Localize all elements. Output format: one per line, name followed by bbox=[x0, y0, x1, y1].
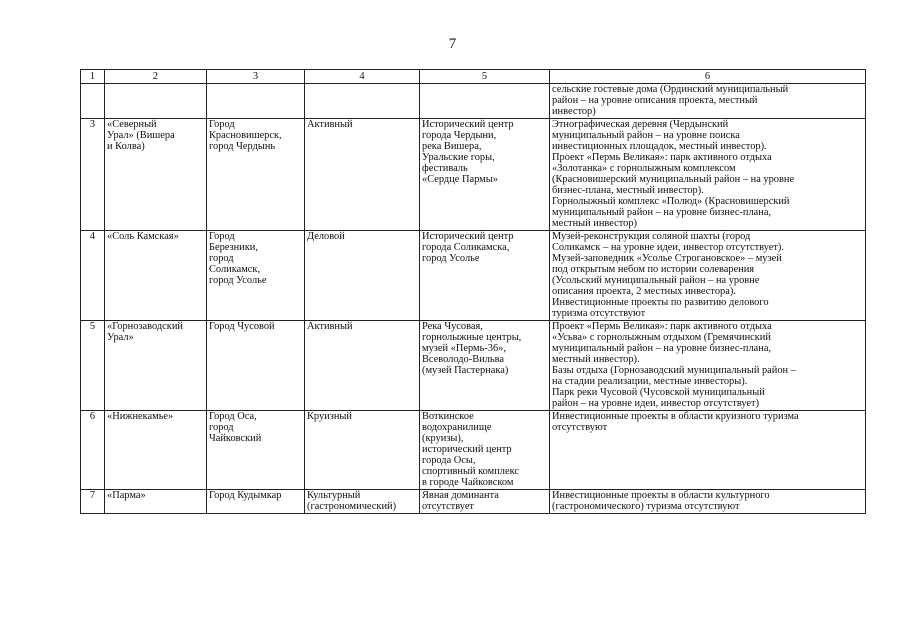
text-line: города Осы, bbox=[422, 455, 476, 466]
text-line: Активный bbox=[307, 321, 353, 332]
text-line: Музей-реконструкция соляной шахты (город bbox=[552, 231, 751, 242]
projects-cell bbox=[550, 231, 866, 321]
text-line: «Нижнекамье» bbox=[107, 411, 174, 422]
cities-cell bbox=[207, 321, 305, 411]
text-line: Всеволодо-Вильва bbox=[422, 354, 504, 365]
table-body bbox=[81, 84, 866, 514]
text-line: Исторический центр bbox=[422, 119, 514, 130]
text-line: инвестиционных площадок, местный инвестор). bbox=[552, 141, 767, 152]
text-line: Река Чусовая, bbox=[422, 321, 483, 332]
text-line: Парк реки Чусовой (Чусовской муниципальный bbox=[552, 387, 765, 398]
text-line: (гастрономического) туризма отсутствуют bbox=[552, 501, 740, 512]
text-line: река Вишера, bbox=[422, 141, 482, 152]
text-line: Культурный bbox=[307, 490, 361, 501]
text-line: инвестор) bbox=[552, 106, 596, 117]
tourism-type-cell bbox=[305, 411, 420, 490]
table-row bbox=[81, 490, 866, 514]
row-number-cell: 5 bbox=[81, 321, 105, 411]
tourism-table bbox=[80, 69, 866, 514]
header-row bbox=[81, 70, 866, 84]
projects-cell bbox=[550, 490, 866, 514]
text-line: «Северный bbox=[107, 119, 157, 130]
text-line: Урал» bbox=[107, 332, 134, 343]
dominant-cell bbox=[420, 411, 550, 490]
text-line: «Золотанка» с горнолыжным комплексом bbox=[552, 163, 736, 174]
text-line: отсутствует bbox=[422, 501, 474, 512]
text-line: Активный bbox=[307, 119, 353, 130]
table-cell bbox=[305, 84, 420, 119]
text-line: «Сердце Пармы» bbox=[422, 174, 498, 185]
text-line: муниципальный район – на уровне бизнес-плана, bbox=[552, 343, 772, 354]
table-cell bbox=[81, 84, 105, 119]
text-line: Воткинское bbox=[422, 411, 474, 422]
text-line: города Чердыни, bbox=[422, 130, 497, 141]
text-line: Чайковский bbox=[209, 433, 262, 444]
header-cell: 6 bbox=[550, 70, 866, 84]
text-line: город bbox=[209, 422, 234, 433]
row-number-cell: 6 bbox=[81, 411, 105, 490]
table-cell bbox=[207, 84, 305, 119]
text-line: водохранилище bbox=[422, 422, 492, 433]
text-line: Явная доминанта bbox=[422, 490, 499, 501]
cities-cell bbox=[207, 119, 305, 231]
table-row bbox=[81, 411, 866, 490]
projects-cell bbox=[550, 119, 866, 231]
text-line: Урал» (Вишера bbox=[107, 130, 175, 141]
text-line: «Усьва» с горнолыжным отдыхом (Гремячинский bbox=[552, 332, 771, 343]
text-line: исторический центр bbox=[422, 444, 512, 455]
text-line: Город bbox=[209, 231, 235, 242]
region-name-cell bbox=[105, 119, 207, 231]
text-line: туризма отсутствуют bbox=[552, 308, 646, 319]
text-line: (музей Пастернака) bbox=[422, 365, 509, 376]
text-line: бизнес-плана, местный инвестор). bbox=[552, 185, 704, 196]
text-line: города Соликамска, bbox=[422, 242, 510, 253]
continuation-projects-cell bbox=[550, 84, 866, 119]
region-name-cell bbox=[105, 490, 207, 514]
text-line: Базы отдыха (Горнозаводский муниципальный район – bbox=[552, 365, 796, 376]
cities-cell bbox=[207, 490, 305, 514]
text-line: под открытым небом по истории солеварения bbox=[552, 264, 755, 275]
text-line: на стадии реализации, местные инвесторы). bbox=[552, 376, 748, 387]
tourism-type-cell bbox=[305, 490, 420, 514]
projects-cell bbox=[550, 321, 866, 411]
text-line: Город Оса, bbox=[209, 411, 257, 422]
text-line: (гастрономический) bbox=[307, 501, 397, 512]
text-line: (Красновишерский муниципальный район – на уровне bbox=[552, 174, 795, 185]
text-line: Город Кудымкар bbox=[209, 490, 282, 501]
text-line: горнолыжные центры, bbox=[422, 332, 522, 343]
text-line: Круизный bbox=[307, 411, 352, 422]
text-line: местный инвестор). bbox=[552, 354, 640, 365]
dominant-cell bbox=[420, 321, 550, 411]
text-line: отсутствуют bbox=[552, 422, 608, 433]
text-line: Соликамск, bbox=[209, 264, 261, 275]
text-line: Деловой bbox=[307, 231, 345, 242]
page-number: 7 bbox=[448, 36, 457, 52]
text-line: Березники, bbox=[209, 242, 258, 253]
table-row bbox=[81, 119, 866, 231]
text-line: Этнографическая деревня (Чердынский bbox=[552, 119, 729, 130]
text-line: «Парма» bbox=[107, 490, 146, 501]
text-line: район – на уровне идеи, инвестор отсутствует) bbox=[552, 398, 760, 409]
text-line: музей «Пермь-36», bbox=[422, 343, 506, 354]
row-number-cell: 4 bbox=[81, 231, 105, 321]
continuation-row bbox=[81, 84, 866, 119]
dominant-cell bbox=[420, 119, 550, 231]
text-line: сельские гостевые дома (Ординский муниципальный bbox=[552, 84, 789, 95]
text-line: Красновишерск, bbox=[209, 130, 282, 141]
header-cell: 1 bbox=[81, 70, 105, 84]
text-line: муниципальный район – на уровне бизнес-плана, bbox=[552, 207, 772, 218]
text-line: (круизы), bbox=[422, 433, 464, 444]
text-line: Инвестиционные проекты в области культурного bbox=[552, 490, 770, 501]
text-line: в городе Чайковском bbox=[422, 477, 514, 488]
text-line: «Соль Камская» bbox=[107, 231, 179, 242]
dominant-cell bbox=[420, 231, 550, 321]
text-line: Инвестиционные проекты по развитию делового bbox=[552, 297, 769, 308]
table-row bbox=[81, 231, 866, 321]
tourism-type-cell bbox=[305, 119, 420, 231]
table-row bbox=[81, 321, 866, 411]
cities-cell bbox=[207, 231, 305, 321]
row-number-cell: 3 bbox=[81, 119, 105, 231]
region-name-cell bbox=[105, 321, 207, 411]
header-cell: 5 bbox=[420, 70, 550, 84]
text-line: Уральские горы, bbox=[422, 152, 495, 163]
text-line: (Усольский муниципальный район – на уровне bbox=[552, 275, 760, 286]
header-cell: 4 bbox=[305, 70, 420, 84]
text-line: Город Чусовой bbox=[209, 321, 275, 332]
text-line: Инвестиционные проекты в области круизного туризма bbox=[552, 411, 799, 422]
table-cell bbox=[105, 84, 207, 119]
text-line: Город bbox=[209, 119, 235, 130]
text-line: Музей-заповедник «Усолье Строгановское» – музей bbox=[552, 253, 782, 264]
region-name-cell bbox=[105, 411, 207, 490]
row-number-cell: 7 bbox=[81, 490, 105, 514]
text-line: спортивный комплекс bbox=[422, 466, 519, 477]
header-cell: 2 bbox=[105, 70, 207, 84]
text-line: Горнолыжный комплекс «Полюд» (Красновишерский bbox=[552, 196, 790, 207]
text-line: Соликамск – на уровне идеи, инвестор отсутствует). bbox=[552, 242, 784, 253]
table-cell bbox=[420, 84, 550, 119]
tourism-type-cell bbox=[305, 321, 420, 411]
cities-cell bbox=[207, 411, 305, 490]
text-line: муниципальный район – на уровне поиска bbox=[552, 130, 740, 141]
text-line: Проект «Пермь Великая»: парк активного отдыха bbox=[552, 152, 772, 163]
text-line: город Усолье bbox=[422, 253, 480, 264]
header-cell: 3 bbox=[207, 70, 305, 84]
text-line: город Усолье bbox=[209, 275, 267, 286]
text-line: Исторический центр bbox=[422, 231, 514, 242]
projects-cell bbox=[550, 411, 866, 490]
dominant-cell bbox=[420, 490, 550, 514]
text-line: фестиваль bbox=[422, 163, 468, 174]
text-line: район – на уровне описания проекта, местный bbox=[552, 95, 758, 106]
text-line: местный инвестор) bbox=[552, 218, 638, 229]
tourism-type-cell bbox=[305, 231, 420, 321]
text-line: «Горнозаводский bbox=[107, 321, 183, 332]
text-line: описания проекта, 2 местных инвестора). bbox=[552, 286, 736, 297]
text-line: Проект «Пермь Великая»: парк активного отдыха bbox=[552, 321, 772, 332]
text-line: город Чердынь bbox=[209, 141, 276, 152]
text-line: и Колва) bbox=[107, 141, 145, 152]
text-line: город bbox=[209, 253, 234, 264]
region-name-cell bbox=[105, 231, 207, 321]
